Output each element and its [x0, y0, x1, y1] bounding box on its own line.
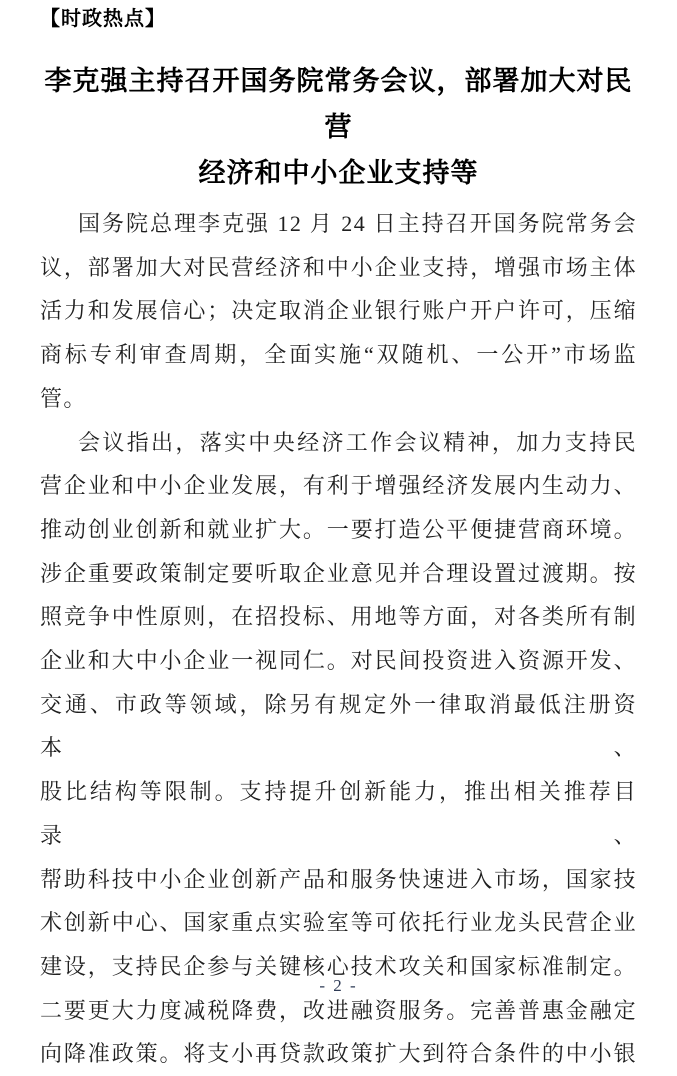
section-tag: 【时政热点】	[40, 8, 166, 30]
body-line: 会议指出，落实中央经济工作会议精神，加力支持民	[78, 429, 637, 455]
body-line: 照竞争中性原则，在招投标、用地等方面，对各类所有制	[40, 604, 637, 630]
page-number: - 2 -	[319, 976, 358, 995]
body-line: 国务院总理李克强 12 月 24 日主持召开国务院常务会	[78, 211, 637, 236]
document-title-line-2: 经济和中小企业支持等	[198, 158, 479, 188]
body-line: 企业和大中小企业一视同仁。对民间投资进入资源开发、	[40, 648, 637, 674]
body-line: 建设，支持民企参与关键核心技术攻关和国家标准制定。	[40, 953, 637, 979]
body-line: 商标专利审查周期，全面实施“双随机、一公开”市场监	[40, 342, 637, 368]
body-line: 营企业和中小企业发展，有利于增强经济发展内生动力、	[40, 473, 637, 499]
body-line: 推动创业创新和就业扩大。一要打造公平便捷营商环境。	[40, 516, 637, 542]
document-body	[40, 202, 637, 1076]
document-title	[40, 58, 637, 196]
document-title-line-1: 李克强主持召开国务院常务会议，部署加大对民营	[44, 66, 633, 142]
body-line: 股比结构等限制。支持提升创新能力，推出相关推荐目录、	[40, 779, 637, 848]
body-line: 涉企重要政策制定要听取企业意见并合理设置过渡期。按	[40, 560, 637, 586]
body-line: 交通、市政等领域，除另有规定外一律取消最低注册资本、	[40, 691, 637, 761]
body-line: 二要更大力度减税降费，改进融资服务。完善普惠金融定	[40, 997, 637, 1023]
body-line: 帮助科技中小企业创新产品和服务快速进入市场，国家技	[40, 866, 637, 892]
body-line: 活力和发展信心；决定取消企业银行账户开户许可，压缩	[40, 298, 637, 324]
body-line: 议，部署加大对民营经济和中小企业支持，增强市场主体	[40, 254, 637, 280]
body-line: 向降准政策。将支小再贷款政策扩大到符合条件的中小银	[40, 1041, 637, 1067]
body-line: 管。	[40, 385, 87, 411]
body-line: 术创新中心、国家重点实验室等可依托行业龙头民营企业	[40, 910, 637, 936]
